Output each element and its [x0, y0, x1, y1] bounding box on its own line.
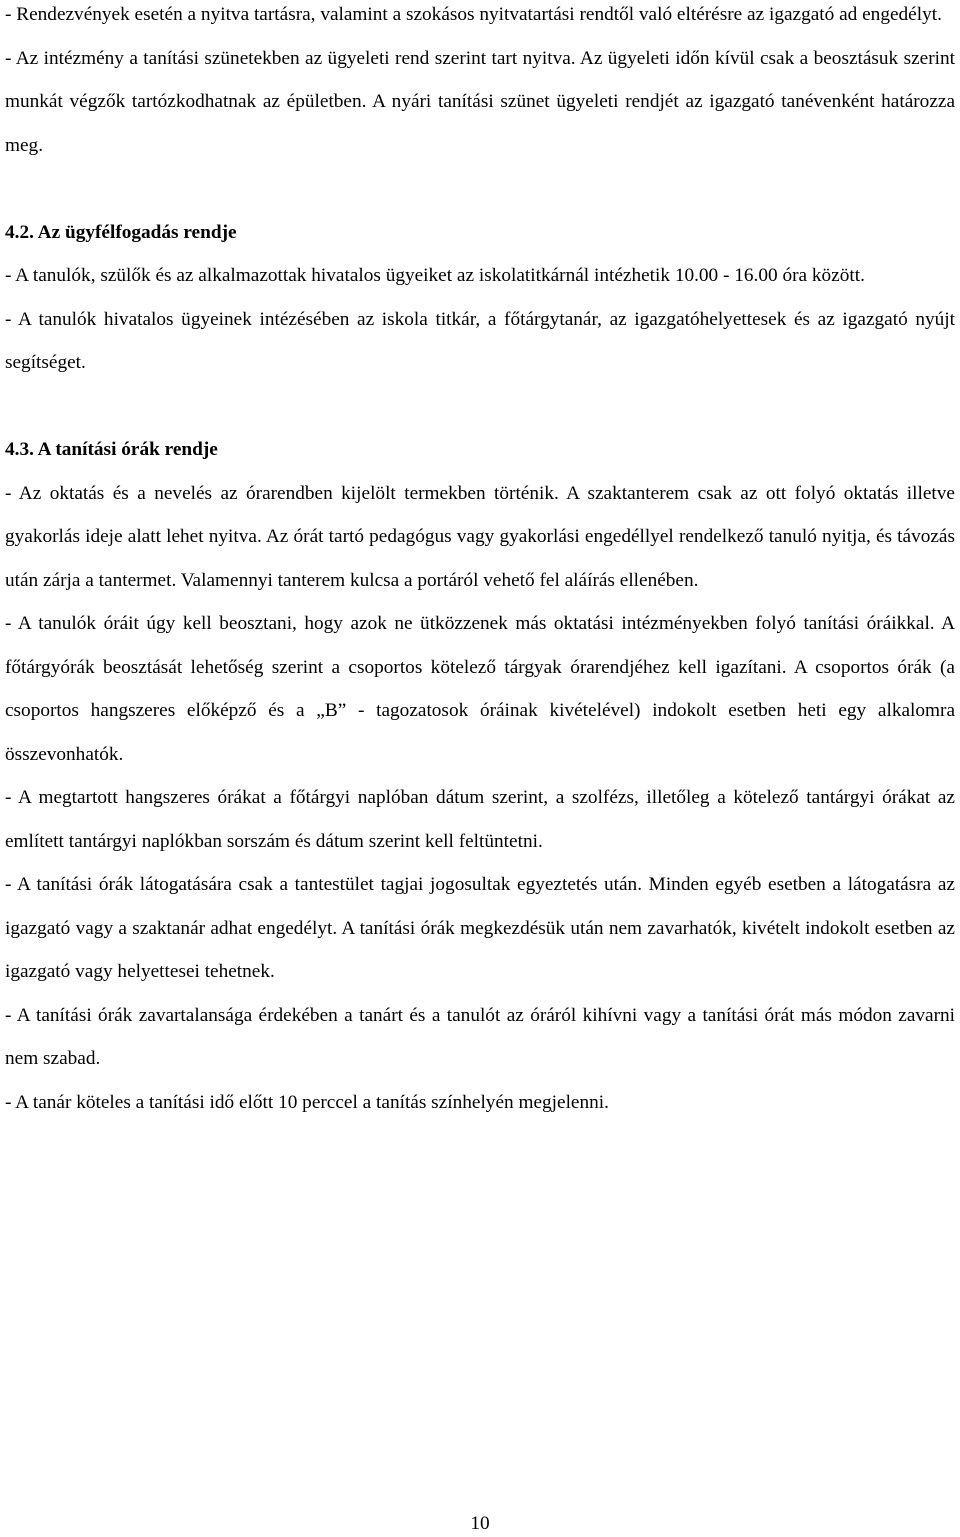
paragraph-no-disturbance: - A tanítási órák zavartalansága érdekében a tanárt és a tanulót az óráról kihívni vagy a tanítási órát más módon zavarni nem szabad. — [5, 1004, 955, 1069]
section-spacer — [5, 167, 955, 211]
paragraph-events-opening: - Rendezvények esetén a nyitva tartásra, valamint a szokásos nyitvatartási rendtől való eltérésre az igazgató ad engedélyt. — [5, 4, 942, 25]
document-page — [5, 0, 955, 1124]
section-spacer — [5, 385, 955, 429]
paragraph-office-hours: - A tanulók, szülők és az alkalmazottak hivatalos ügyeiket az iskolatitkárnál intézhetik 10.00 - 16.00 óra között. — [5, 265, 865, 286]
section-heading-lesson-order: 4.3. A tanítási órák rendje — [5, 439, 218, 460]
paragraph-official-help: - A tanulók hivatalos ügyeinek intézésében az iskola titkár, a főtárgytanár, az igazgatóhelyettesek és az igazgató nyújt segítséget. — [5, 308, 955, 373]
paragraph-holiday-duty: - Az intézmény a tanítási szünetekben az ügyeleti rend szerint tart nyitva. Az ügyeleti időn kívül csak a beosztásuk szerint munkát végzők tartózkodhatnak az épületben. A nyári tanítási szünet ügyeleti rendjét az igazgató tanévenként határozza meg. — [5, 47, 955, 156]
section-heading-client-reception: 4.2. Az ügyfélfogadás rendje — [5, 221, 237, 243]
paragraph-teacher-arrival: - A tanár köteles a tanítási idő előtt 10 perccel a tanítás színhelyén megjelenni. — [5, 1091, 609, 1113]
paragraph-lesson-visits: - A tanítási órák látogatására csak a tantestület tagjai jogosultak egyeztetés után. Minden egyéb esetben a látogatásra az igazgató vagy a szaktanár adhat engedélyt. A tanítási órák megkezdésük után nem zavarhatók, kivételt indokolt esetben az igazgató vagy helyettesei tehetnek. — [5, 874, 955, 982]
page-number: 10 — [470, 1513, 490, 1534]
paragraph-classrooms: - Az oktatás és a nevelés az órarendben kijelölt termekben történik. A szaktanterem csak az ott folyó oktatás illetve gyakorlás ideje alatt lehet nyitva. Az órát tartó pedagógus vagy gyakorlási engedéllyel rendelkező tanuló nyitja, és távozás után zárja a tantermet. Valamennyi tanterem kulcsa a portáról vehető fel aláírás ellenében. — [5, 482, 955, 591]
paragraph-lesson-logs: - A megtartott hangszeres órákat a főtárgyi naplóban dátum szerint, a szolfézs, illetőleg a kötelező tantárgyi órákat az említett tantárgyi naplókban sorszám és dátum szerint kell feltüntetni. — [5, 787, 955, 852]
paragraph-scheduling: - A tanulók óráit úgy kell beosztani, hogy azok ne ütközzenek más oktatási intézményekben folyó tanítási óráikkal. A főtárgyórák beosztását lehetőség szerint a csoportos kötelező tárgyak órarendjéhez kell igazítani. A csoportos órák (a csoportos hangszeres előképző és a „B” - tagozatosok óráinak kivételével) indokolt esetben heti egy alkalomra összevonhatók. — [5, 613, 955, 765]
